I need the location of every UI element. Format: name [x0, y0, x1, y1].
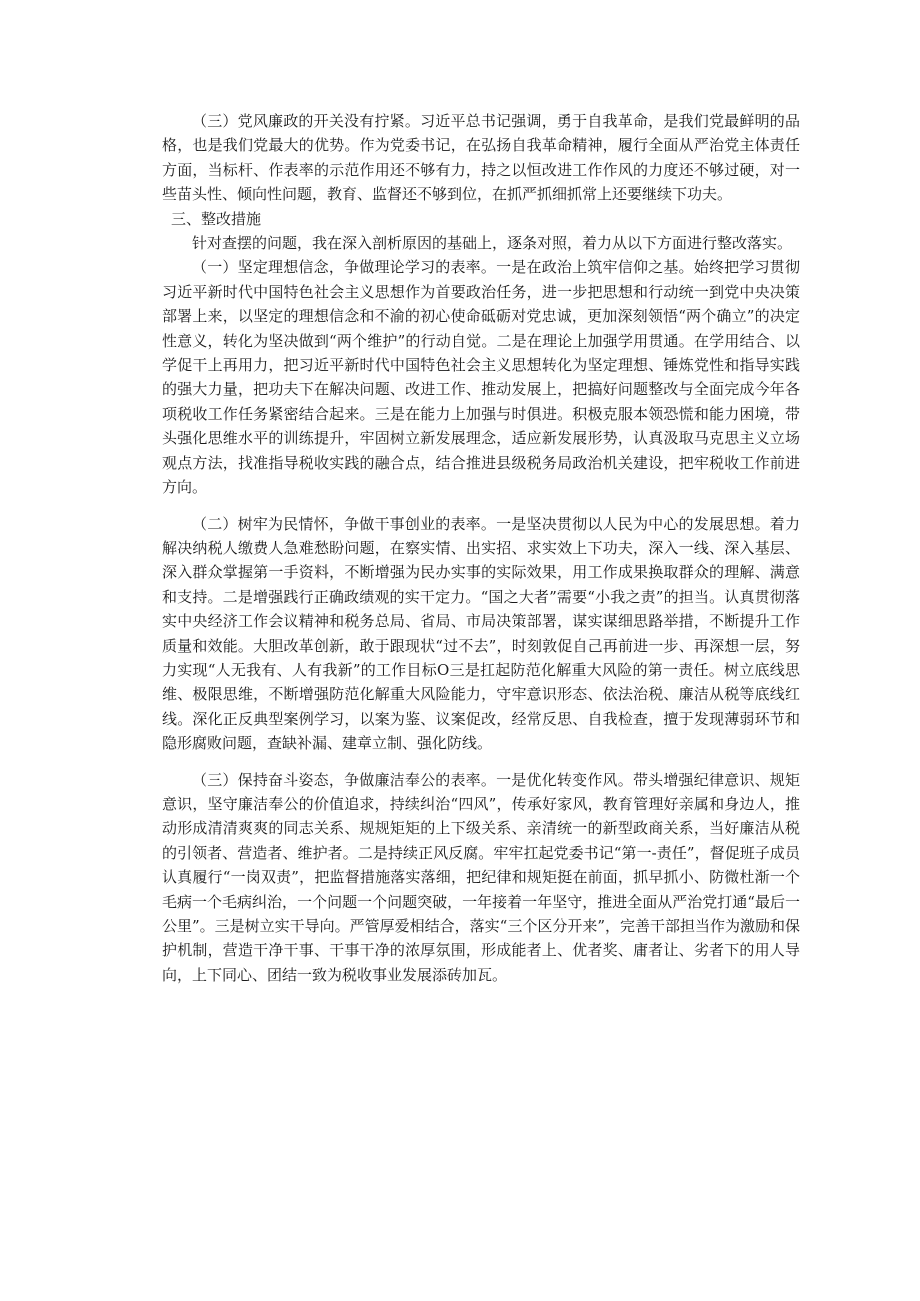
- section-heading-rectification: 三、整改措施: [171, 209, 262, 228]
- document-page: [162, 109, 800, 987]
- paragraph-serving-the-people: （二）树牢为民情怀，争做干事创业的表率。一是坚决贯彻以人民为中心的发展思想。着力解决纳税人缴费人急难愁盼问题，在察实情、出实招、求实效上下功夫，深入一线、深入基层、深入群众掌握第一手资料，不断增强为民办实事的实际效果，用工作成果换取群众的理解、满意和支持。二是增强践行正确政绩观的实干定力。“国之大者”需要“小我之责”的担当。认真贯彻落实中央经济工作会议精神和税务总局、省局、市局决策部署，谋实谋细思路举措，不断提升工作质量和效能。大胆改革创新，敢于跟现状“过不去”，时刻敦促自己再前进一步、再深想一层，努力实现“人无我有、人有我新”的工作目标O三是扛起防范化解重大风险的第一责任。树立底线思维、极限思维，不断增强防范化解重大风险能力，守牢意识形态、依法治税、廉洁从税等底线红线。深化正反典型案例学习，以案为鉴、议案促改，经常反思、自我检查，擅于发现薄弱环节和隐形腐败问题，查缺补漏、建章立制、强化防线。: [162, 514, 800, 753]
- paragraph-party-conduct-problem: （三）党风廉政的开关没有拧紧。习近平总书记强调，勇于自我革命，是我们党最鲜明的品格，也是我们党最大的优势。作为党委书记，在弘扬自我革命精神，履行全面从严治党主体责任方面，当标杆、作表率的示范作用还不够有力，持之以恒改进工作作风的力度还不够过硬，对一些苗头性、倾向性问题，教育、监督还不够到位，在抓严抓细抓常上还要继续下功夫。: [162, 112, 800, 204]
- paragraph-rectification-intro: 针对查摆的问题，我在深入剖析原因的基础上，逐条对照，着力从以下方面进行整改落实。: [192, 234, 793, 253]
- paragraph-integrity-and-diligence: （三）保持奋斗姿态，争做廉洁奉公的表率。一是优化转变作风。带头增强纪律意识、规矩意识，坚守廉洁奉公的价值追求，持续纠治“四风”，传承好家风，教育管理好亲属和身边人，推动形成清清爽爽的同志关系、规规矩矩的上下级关系、亲清统一的新型政商关系，当好廉洁从税的引领者、营造者、维护者。二是持续正风反腐。牢牢扛起党委书记“第一-责任”，督促班子成员认真履行“一岗双责”，把监督措施落实落细，把纪律和规矩挺在前面，抓早抓小、防微杜渐一个毛病一个毛病纠治，一个问题一个问题突破，一年接着一年坚守，推进全面从严治党打通“最后一公里”。三是树立实干导向。严管厚爱相结合，落实“三个区分开来”，完善干部担当作为激励和保护机制，营造干净干事、干事干净的浓厚氛围，形成能者上、优者奖、庸者让、劣者下的用人导向，上下同心、团结一致为税收事业发展添砖加瓦。: [162, 770, 801, 984]
- paragraph-ideals-and-beliefs: （一）坚定理想信念，争做理论学习的表率。一是在政治上筑牢信仰之基。始终把学习贯彻习近平新时代中国特色社会主义思想作为首要政治任务，进一步把思想和行动统一到党中央决策部署上来，以坚定的理想信念和不渝的初心使命砥砺对党忠诚，更加深刻领悟“两个确立”的决定性意义，转化为坚决做到“两个维护”的行动自觉。二是在理论上加强学用贯通。在学用结合、以学促干上再用力，把习近平新时代中国特色社会主义思想转化为坚定理想、锤炼党性和指导实践的强大力量，把功夫下在解决问题、改进工作、推动发展上，把搞好问题整改与全面完成今年各项税收工作任务紧密结合起来。三是在能力上加强与时俱进。积极克服本领恐慌和能力困境，带头强化思维水平的训练提升，牢固树立新发展理念，适应新发展形势，认真汲取马克思主义立场观点方法，找准指导税收实践的融合点，结合推进县级税务局政治机关建设，把牢税收工作前进方向。: [162, 258, 800, 497]
